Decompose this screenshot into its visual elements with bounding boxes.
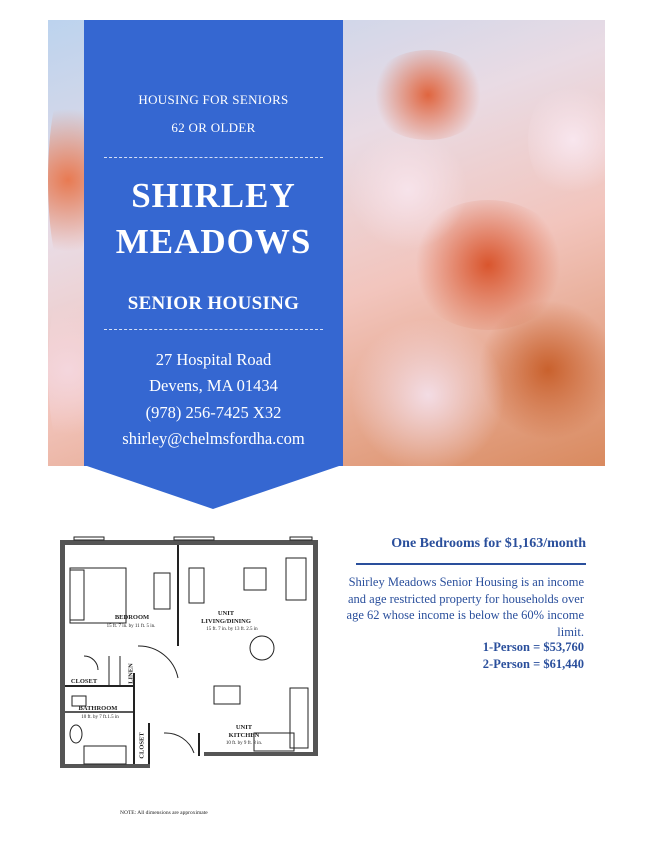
bedroom-dims: 15 ft. 7 in. by 11 ft. 5 in.: [106, 624, 156, 629]
subtitle: SENIOR HOUSING: [127, 293, 300, 314]
closet-label: CLOSET: [70, 678, 98, 685]
living-label-line1: UNIT: [217, 610, 235, 617]
living-label-line2: LIVING/DINING: [201, 618, 251, 625]
divider-bottom: [104, 329, 323, 330]
description: Shirley Meadows Senior Housing is an income and age restricted property for households over age 62 whose income is below the 60% income limit.: [346, 575, 584, 639]
banner-tip: [84, 465, 342, 509]
living-dims: 15 ft. 7 in. by 13 ft. 2.5 in: [206, 627, 258, 632]
address: 27 Hospital Road: [155, 350, 272, 369]
floor-plan: [54, 528, 326, 798]
linen-label: LINEN: [127, 663, 135, 684]
dimensions-note: NOTE: All dimensions are approximate: [120, 810, 208, 816]
floor-plan-drawing: [54, 528, 326, 798]
kitchen-label-line2: KITCHEN: [228, 732, 260, 739]
title-line2: MEADOWS: [115, 222, 312, 261]
city: Devens, MA 01434: [149, 376, 278, 395]
tagline-line1: HOUSING FOR SENIORS: [138, 92, 289, 107]
kitchen-label-line1: UNIT: [235, 724, 253, 731]
income-limit-2: 2-Person = $61,440: [482, 657, 584, 671]
price-rule: [356, 563, 586, 565]
bathroom-label: BATHROOM: [78, 705, 118, 712]
phone: (978) 256-7425 X32: [145, 403, 282, 422]
income-limit-1: 1-Person = $53,760: [482, 640, 584, 654]
kitchen-dims: 10 ft. by 9 ft. 8 in.: [225, 741, 263, 746]
closet2-label: CLOSET: [138, 732, 146, 759]
title-line1: SHIRLEY: [131, 176, 296, 215]
divider-top: [104, 157, 323, 158]
bathroom-dims: 10 ft. by 7 ft.1.5 in: [81, 715, 119, 720]
email: shirley@chelmsfordha.com: [122, 429, 305, 448]
bedroom-label: BEDROOM: [114, 614, 150, 621]
tagline-line2: 62 OR OLDER: [171, 120, 256, 135]
price-headline: One Bedrooms for $1,163/month: [391, 536, 586, 551]
